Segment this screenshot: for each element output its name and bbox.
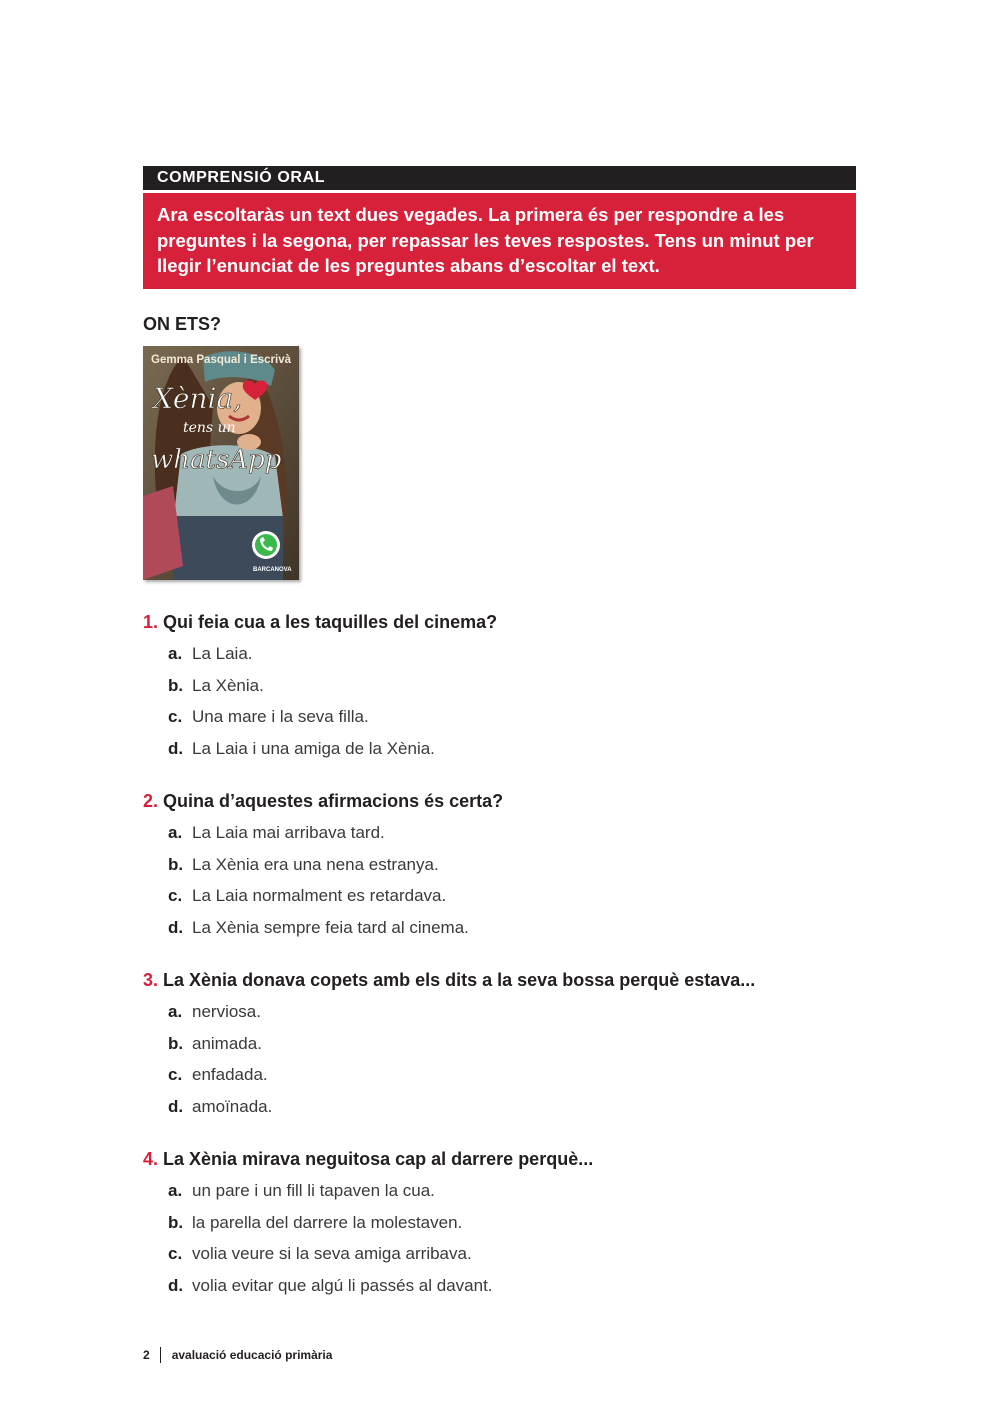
book-title-line1: Xènia, [153,382,243,415]
instructions-text: Ara escoltaràs un text dues vegades. La primera és per respondre a les preguntes i la segona, per repassar les teves respostes. Tens un minut per llegir l’enunciat de les preguntes abans d’escoltar el text. [157,204,814,276]
footer-text: avaluació educació primària [171,1348,333,1362]
option-text: La Laia i una amiga de la Xènia. [192,738,435,758]
book-cover [143,346,299,580]
question-number: 3. [143,970,159,990]
option-text: la parella del darrere la molestaven. [192,1212,463,1232]
question-2 [143,790,863,943]
answer-option[interactable] [143,701,863,733]
option-letter: b. [168,854,184,874]
answer-option[interactable] [143,670,863,702]
question-text: La Xènia mirava neguitosa cap al darrere perquè... [163,1149,594,1169]
option-letter: a. [168,1002,183,1021]
option-text: amoïnada. [192,1096,273,1116]
option-letter: d. [168,738,184,758]
answer-option[interactable] [143,1091,863,1123]
question-heading [143,790,863,812]
answer-option[interactable] [143,1207,863,1239]
option-text: La Xènia. [192,675,264,695]
answer-option[interactable] [143,996,863,1028]
answer-option[interactable] [143,1059,863,1091]
whatsapp-icon [252,531,280,559]
page-number: 2 [143,1348,150,1362]
option-text: nerviosa. [192,1002,261,1021]
option-text: un pare i un fill li tapaven la cua. [192,1181,435,1200]
question-number: 1. [143,612,159,632]
question-number: 4. [143,1149,159,1169]
option-letter: d. [168,1096,184,1116]
option-letter: c. [168,1065,183,1084]
answer-option[interactable] [143,880,863,912]
option-letter: d. [168,917,184,937]
option-text: La Xènia era una nena estranya. [192,854,439,874]
section-header [143,166,856,190]
option-text: volia evitar que algú li passés al davant. [192,1275,493,1295]
option-text: Una mare i la seva filla. [192,707,369,726]
page-title: ON ETS? [143,314,222,334]
question-text: La Xènia donava copets amb els dits a la seva bossa perquè estava... [163,970,756,990]
option-letter: c. [168,1244,183,1263]
option-letter: a. [168,1181,183,1200]
question-heading [143,611,863,633]
answer-option[interactable] [143,1028,863,1060]
question-text: Quina d’aquestes afirmacions és certa? [163,791,504,811]
question-number: 2. [143,791,159,811]
option-letter: b. [168,1212,184,1232]
option-letter: c. [168,886,183,905]
option-letter: c. [168,707,183,726]
question-heading [143,1148,863,1170]
answer-option[interactable] [143,817,863,849]
book-title-line2: tens un [183,420,236,436]
option-letter: d. [168,1275,184,1295]
answer-option[interactable] [143,638,863,670]
option-text: La Laia. [192,644,253,663]
book-cover-illustration [143,346,299,580]
question-4 [143,1148,863,1301]
option-text: La Xènia sempre feia tard al cinema. [192,917,469,937]
book-title-line3: whatsApp [151,445,282,475]
answer-option[interactable] [143,1175,863,1207]
book-publisher: BARCANOVA [253,567,292,573]
option-text: enfadada. [192,1065,268,1084]
instructions-box [143,193,856,289]
option-letter: a. [168,823,183,842]
option-text: volia veure si la seva amiga arribava. [192,1244,472,1263]
option-letter: a. [168,644,183,663]
question-text: Qui feia cua a les taquilles del cinema? [163,612,498,632]
section-header-label: COMPRENSIÓ ORAL [157,169,326,186]
option-letter: b. [168,675,184,695]
answer-option[interactable] [143,733,863,765]
footer-divider [160,1347,161,1363]
answer-option[interactable] [143,1238,863,1270]
page-footer [143,1347,332,1363]
option-letter: b. [168,1033,184,1053]
option-text: animada. [192,1033,262,1053]
question-1 [143,611,863,764]
option-text: La Laia mai arribava tard. [192,823,385,842]
book-author: Gemma Pasqual i Escrivà [151,354,291,366]
answer-option[interactable] [143,1270,863,1302]
question-heading [143,969,863,991]
question-3 [143,969,863,1122]
answer-option[interactable] [143,912,863,944]
answer-option[interactable] [143,849,863,881]
option-text: La Laia normalment es retardava. [192,886,447,905]
